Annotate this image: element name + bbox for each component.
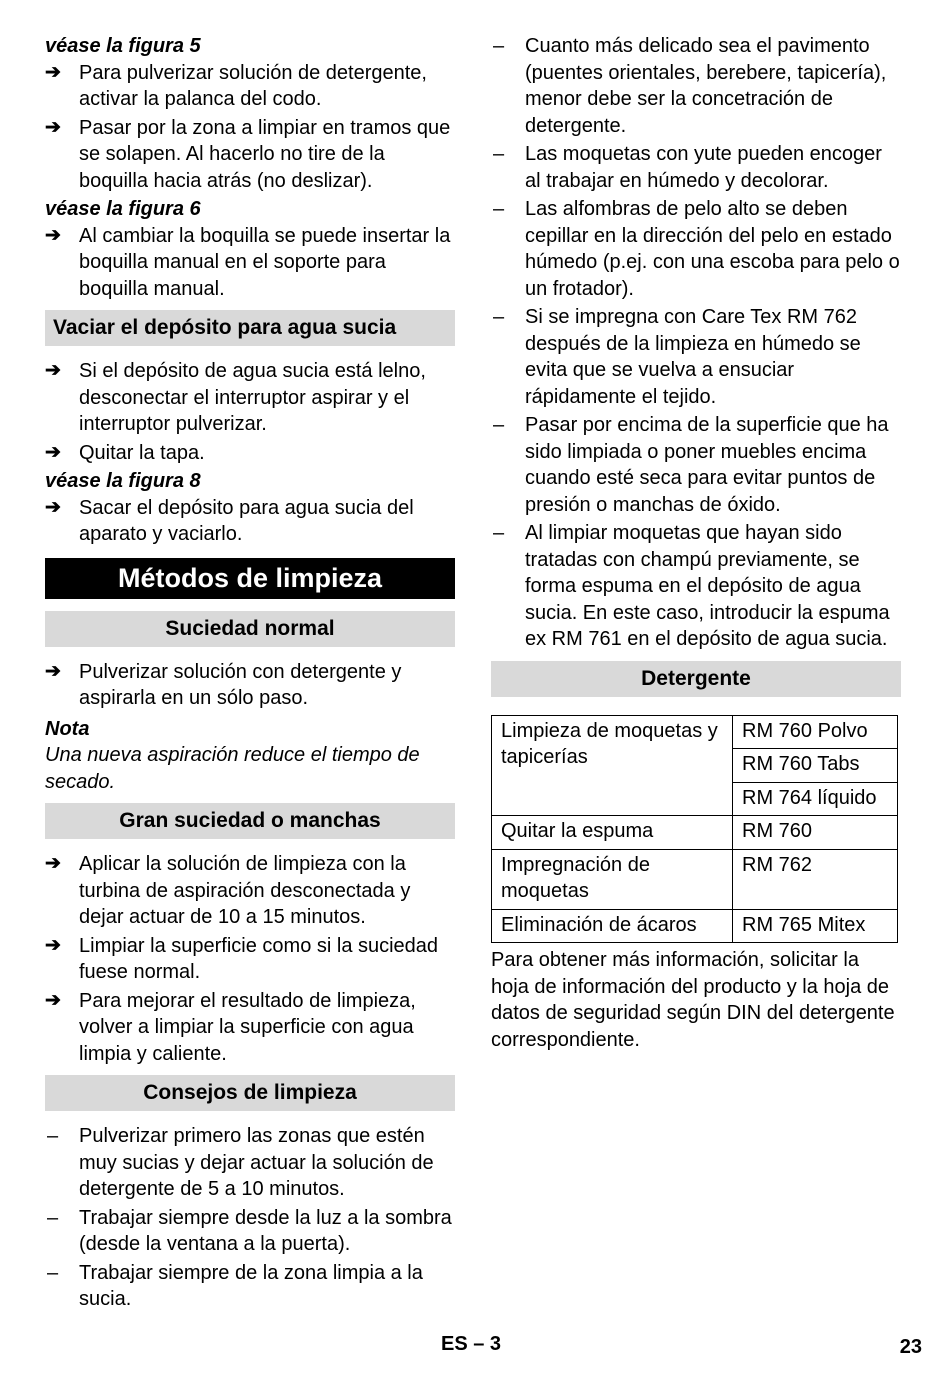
- figure-ref-6: véase la figura 6: [45, 198, 201, 220]
- table-row: [492, 715, 898, 749]
- table-cell-product: RM 764 líquido: [733, 782, 898, 816]
- arrow-right-icon: ➔: [45, 441, 61, 463]
- table-row: [492, 816, 898, 850]
- table-cell-product: RM 765 Mitex: [733, 909, 898, 943]
- arrow-right-icon: ➔: [45, 61, 61, 83]
- list-item: [491, 141, 901, 194]
- left-column: [45, 33, 455, 1315]
- metodos-heading: Métodos de limpieza: [45, 558, 455, 599]
- dash-bullet: –: [493, 143, 505, 165]
- list-item: [45, 440, 455, 467]
- dash-bullet: –: [493, 414, 505, 436]
- fig8-list: [45, 495, 455, 548]
- list-item-text: Pulverizar primero las zonas que estén muy sucias y dejar actuar la solución de detergente de 5 a 10 minutos.: [79, 1125, 434, 1200]
- dash-bullet: –: [47, 1125, 59, 1147]
- arrow-right-icon: ➔: [45, 853, 61, 874]
- list-item: [45, 115, 455, 195]
- consejos-heading: Consejos de limpieza: [45, 1075, 455, 1111]
- list-item: [45, 223, 455, 303]
- table-cell-product: RM 760: [733, 816, 898, 850]
- arrow-right-icon: ➔: [45, 116, 61, 138]
- table-cell-product: RM 760 Polvo: [733, 715, 898, 749]
- list-item: [45, 358, 455, 438]
- suciedad-normal-heading: Suciedad normal: [45, 611, 455, 647]
- table-cell-product: RM 760 Tabs: [733, 749, 898, 783]
- dash-bullet: –: [493, 35, 505, 57]
- footer-page-number: 23: [899, 1336, 922, 1358]
- list-item-text: Sacar el depósito para agua sucia del aparato y vaciarlo.: [79, 496, 414, 545]
- list-item: [491, 412, 901, 518]
- list-item: [45, 60, 455, 113]
- list-item: [45, 851, 455, 931]
- gran-list: [45, 851, 455, 1067]
- footer-language-page: ES – 3: [441, 1333, 502, 1355]
- consejos-cont-list: [491, 33, 901, 653]
- right-column: [491, 33, 901, 1053]
- note-text: Una nueva aspiración reduce el tiempo de secado.: [45, 744, 420, 793]
- fig6-list: [45, 223, 455, 303]
- dash-bullet: –: [493, 198, 505, 220]
- list-item-text: Trabajar siempre de la zona limpia a la sucia.: [79, 1261, 423, 1310]
- list-item: [45, 495, 455, 548]
- list-item-text: Quitar la tapa.: [79, 441, 205, 464]
- list-item: [45, 1123, 455, 1203]
- figure-ref-5: véase la figura 5: [45, 35, 201, 57]
- list-item-text: Pasar por encima de la superficie que ha sido limpiada o poner muebles encima cuando esté seca para evitar puntos de presión o manchas de óxido.: [525, 414, 889, 516]
- dash-bullet: –: [493, 522, 505, 544]
- list-item-text: Si se impregna con Care Tex RM 762 después de la limpieza en húmedo se evita que se vuelva a ensuciar rápidamente el tejido.: [525, 306, 861, 408]
- table-row: [492, 849, 898, 909]
- dash-bullet: –: [47, 1261, 59, 1284]
- list-item-text: Cuanto más delicado sea el pavimento (puentes orientales, berebere, tapicería), menor debe ser la concetración de detergente.: [525, 35, 887, 137]
- list-item-text: Para mejorar el resultado de limpieza, volver a limpiar la superficie con agua limpia y caliente.: [79, 989, 416, 1065]
- figure-ref-8: véase la figura 8: [45, 470, 201, 492]
- list-item-text: Trabajar siempre desde la luz a la sombra (desde la ventana a la puerta).: [79, 1206, 452, 1255]
- list-item: [491, 33, 901, 139]
- dash-bullet: –: [47, 1206, 59, 1229]
- list-item-text: Si el depósito de agua sucia está lelno, desconectar el interruptor aspirar y el interruptor pulverizar.: [79, 360, 426, 435]
- arrow-right-icon: ➔: [45, 989, 61, 1011]
- detergent-table: [491, 715, 898, 944]
- list-item: [45, 933, 455, 986]
- list-item: [491, 304, 901, 410]
- arrow-right-icon: ➔: [45, 496, 61, 518]
- arrow-right-icon: ➔: [45, 934, 61, 956]
- list-item: [491, 520, 901, 653]
- list-item-text: Pasar por la zona a limpiar en tramos que se solapen. Al hacerlo no tire de la boquilla hacia atrás (no deslizar).: [79, 116, 451, 192]
- fig5-list: [45, 60, 455, 195]
- table-cell-label: Quitar la espuma: [492, 816, 733, 850]
- list-item-text: Al cambiar la boquilla se puede insertar la boquilla manual en el soporte para boquilla manual.: [79, 224, 451, 300]
- list-item: [45, 1260, 455, 1313]
- note-title: Nota: [45, 717, 90, 740]
- table-cell-product: RM 762: [733, 849, 898, 909]
- consejos-list: [45, 1123, 455, 1313]
- table-cell-label: Eliminación de ácaros: [492, 909, 733, 943]
- arrow-right-icon: ➔: [45, 224, 61, 246]
- detergente-heading: Detergente: [491, 661, 901, 697]
- list-item-text: Al limpiar moquetas que hayan sido tratadas con champú previamente, se forma espuma en el depósito de agua sucia. En este caso, introducir la espuma ex RM 761 en el depósito de agua sucia.: [525, 522, 890, 650]
- list-item: [45, 988, 455, 1068]
- arrow-right-icon: ➔: [45, 360, 61, 381]
- table-cell-label: Limpieza de moquetas y tapicerías: [492, 715, 733, 816]
- list-item: [45, 659, 455, 712]
- gran-suciedad-heading: Gran suciedad o manchas: [45, 803, 455, 839]
- list-item-text: Limpiar la superficie como si la suciedad fuese normal.: [79, 934, 439, 983]
- list-item: [491, 196, 901, 302]
- arrow-right-icon: ➔: [45, 660, 61, 682]
- list-item-text: Las moquetas con yute pueden encoger al trabajar en húmedo y decolorar.: [525, 143, 882, 192]
- info-paragraph: Para obtener más información, solicitar la hoja de información del producto y la hoja de datos de seguridad según DIN del detergente correspondiente.: [491, 949, 895, 1051]
- list-item-text: Las alfombras de pelo alto se deben cepillar en la dirección del pelo en estado húmedo (p.ej. con una escoba para pelo o un frotador).: [525, 198, 900, 300]
- normal-list: [45, 659, 455, 712]
- list-item-text: Aplicar la solución de limpieza con la turbina de aspiración desconectada y dejar actuar de 10 a 15 minutos.: [79, 853, 411, 928]
- dash-bullet: –: [493, 306, 505, 328]
- vaciar-heading: Vaciar el depósito para agua sucia: [45, 310, 455, 346]
- table-cell-label: Impregnación de moquetas: [492, 849, 733, 909]
- list-item: [45, 1205, 455, 1258]
- vaciar-list: [45, 358, 455, 466]
- list-item-text: Pulverizar solución con detergente y aspirarla en un sólo paso.: [79, 660, 402, 709]
- table-row: [492, 909, 898, 943]
- list-item-text: Para pulverizar solución de detergente, activar la palanca del codo.: [79, 61, 427, 110]
